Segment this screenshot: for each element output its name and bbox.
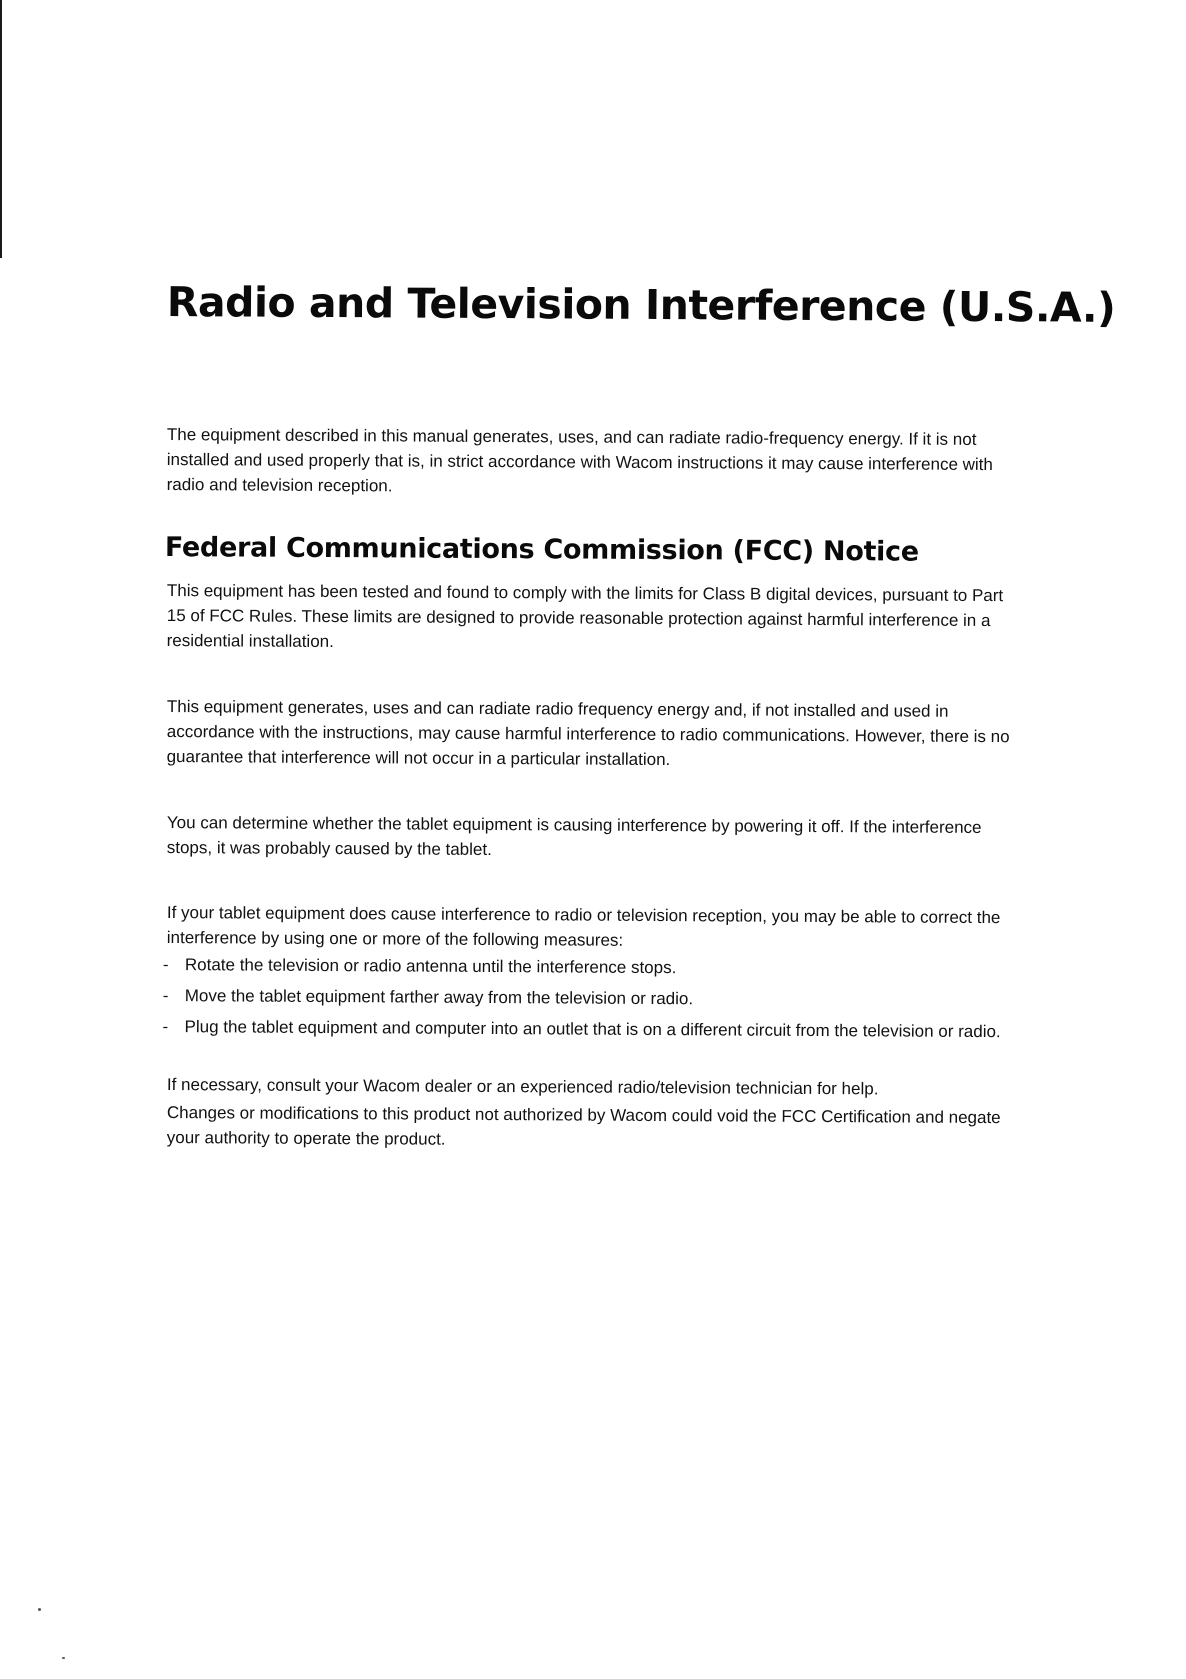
page-title: Radio and Television Interference (U.S.A.) <box>166 278 1116 332</box>
fcc-paragraph-2: This equipment generates, uses and can radiate radio frequency energy and, if not installed and used in accordance with the instructions, may cause harmful interference to radio communications. However, there is no guarantee that interference will not occur in a particular installation. <box>166 696 1010 770</box>
list-item <box>162 1015 1012 1044</box>
bullet-dash: - <box>162 985 169 1006</box>
scan-edge-line <box>0 0 2 258</box>
intro-paragraph: The equipment described in this manual generates, uses, and can radiate radio-frequency energy. If it is not installed and used properly that is, in strict accordance with Wacom instructions it may cause interference with radio and television reception. <box>166 424 993 496</box>
measures-list <box>162 953 1013 1051</box>
list-item <box>163 953 1013 982</box>
list-item <box>163 984 1013 1013</box>
bullet-dash: - <box>162 954 169 975</box>
bullet-dash: - <box>162 1016 169 1037</box>
fcc-paragraph-4: If your tablet equipment does cause interference to radio or television reception, you may be able to correct the interference by using one or more of the following measures: <box>166 902 1001 950</box>
fcc-paragraph-3: You can determine whether the tablet equipment is causing interference by powering it off. If the interference stops, it was probably caused by the tablet. <box>166 812 982 859</box>
changes-paragraph: Changes or modifications to this product not authorized by Wacom could void the FCC Certification and negate your authority to operate the product. <box>166 1103 1001 1149</box>
measure-text: Plug the tablet equipment and computer into an outlet that is on a different circuit from the television or radio. <box>184 1017 1001 1042</box>
fcc-heading: Federal Communications Commission (FCC) Notice <box>164 532 919 568</box>
scan-speck <box>38 1608 41 1611</box>
help-paragraph: If necessary, consult your Wacom dealer or an experienced radio/television technician for help. <box>166 1075 879 1099</box>
measure-text: Move the tablet equipment farther away from the television or radio. <box>184 986 694 1009</box>
scan-speck <box>62 1657 65 1659</box>
fcc-paragraph-1: This equipment has been tested and found to comply with the limits for Class B digital devices, pursuant to Part 15 of FCC Rules. These limits are designed to provide reasonable protection against harmful interference in a residential installation. <box>166 580 1004 652</box>
measure-text: Rotate the television or radio antenna until the interference stops. <box>184 955 677 978</box>
